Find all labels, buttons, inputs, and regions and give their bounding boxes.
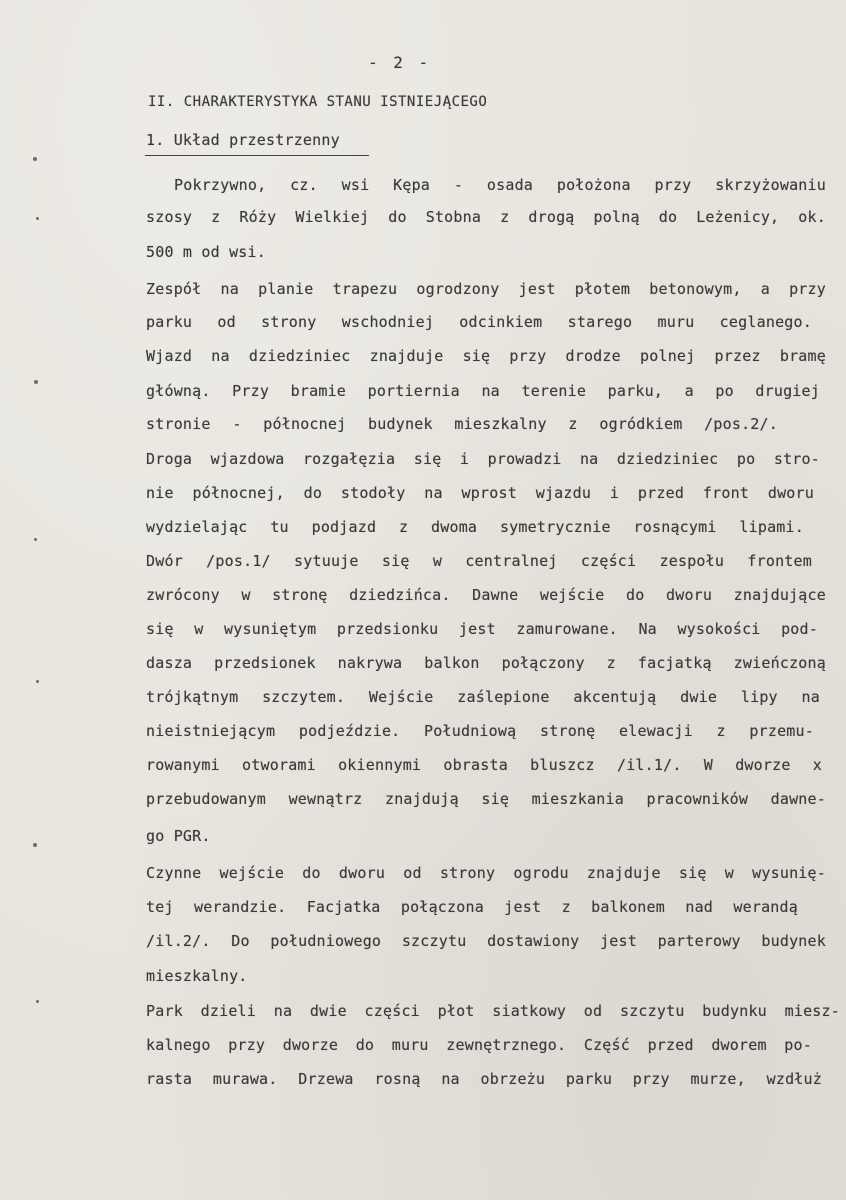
body-line: Pokrzywno, cz. wsi Kępa - osada położona przy skrzyżowaniu [174,176,826,194]
body-line: wydzielając tu podjazd z dwoma symetrycznie rosnącymi lipami. [146,518,804,536]
body-line: kalnego przy dworze do muru zewnętrznego. Część przed dworem po- [146,1036,812,1054]
body-line: 500 m od wsi. [146,243,266,261]
margin-mark [34,380,38,384]
body-line: przebudowanym wewnątrz znajdują się mieszkania pracowników dawne- [146,790,826,808]
body-line: parku od strony wschodniej odcinkiem starego muru ceglanego. [146,313,812,331]
body-line: nie północnej, do stodoły na wprost wjazdu i przed front dworu [146,484,814,502]
body-line: /il.2/. Do południowego szczytu dostawiony jest parterowy budynek [146,932,826,950]
margin-mark [34,538,37,541]
margin-mark [36,680,39,683]
margin-mark [33,157,37,161]
body-line: się w wysuniętym przedsionku jest zamurowane. Na wysokości pod- [146,620,818,638]
body-line: dasza przedsionek nakrywa balkon połączony z facjatką zwieńczoną [146,654,826,672]
body-line: Droga wjazdowa rozgałęzia się i prowadzi na dziedziniec po stro- [146,450,820,468]
body-line: szosy z Róży Wielkiej do Stobna z drogą polną do Leżenicy, ok. [146,208,826,226]
body-line: mieszkalny. [146,967,248,985]
margin-mark [33,843,37,847]
body-line: stronie - północnej budynek mieszkalny z ogródkiem /pos.2/. [146,415,778,433]
body-line: Dwór /pos.1/ sytuuje się w centralnej części zespołu frontem [146,552,812,570]
body-line: go PGR. [146,827,211,845]
margin-mark [36,1000,39,1003]
body-line: nieistniejącym podjeździe. Południową stronę elewacji z przemu- [146,722,814,740]
subsection-underline [145,155,369,156]
body-line: Zespół na planie trapezu ogrodzony jest płotem betonowym, a przy [146,280,826,298]
body-line: rowanymi otworami okiennymi obrasta bluszcz /il.1/. W dworze x [146,756,822,774]
body-line: tej werandzie. Facjatka połączona jest z balkonem nad werandą [146,898,798,916]
body-line: Czynne wejście do dworu od strony ogrodu znajduje się w wysunię- [146,864,826,882]
subsection-title: 1. Układ przestrzenny [146,131,340,149]
page-number: - 2 - [368,53,432,72]
body-line: główną. Przy bramie portiernia na terenie parku, a po drugiej [146,382,820,400]
body-line: rasta murawa. Drzewa rosną na obrzeżu parku przy murze, wzdłuż [146,1070,822,1088]
margin-mark [36,217,39,220]
body-line: zwrócony w stronę dziedzińca. Dawne wejście do dworu znajdujące [146,586,826,604]
section-title: II. CHARAKTERYSTYKA STANU ISTNIEJĄCEGO [148,94,488,110]
body-line: Park dzieli na dwie części płot siatkowy od szczytu budynku miesz- [146,1002,840,1020]
body-line: Wjazd na dziedziniec znajduje się przy drodze polnej przez bramę [146,347,826,365]
body-line: trójkątnym szczytem. Wejście zaślepione akcentują dwie lipy na [146,688,820,706]
